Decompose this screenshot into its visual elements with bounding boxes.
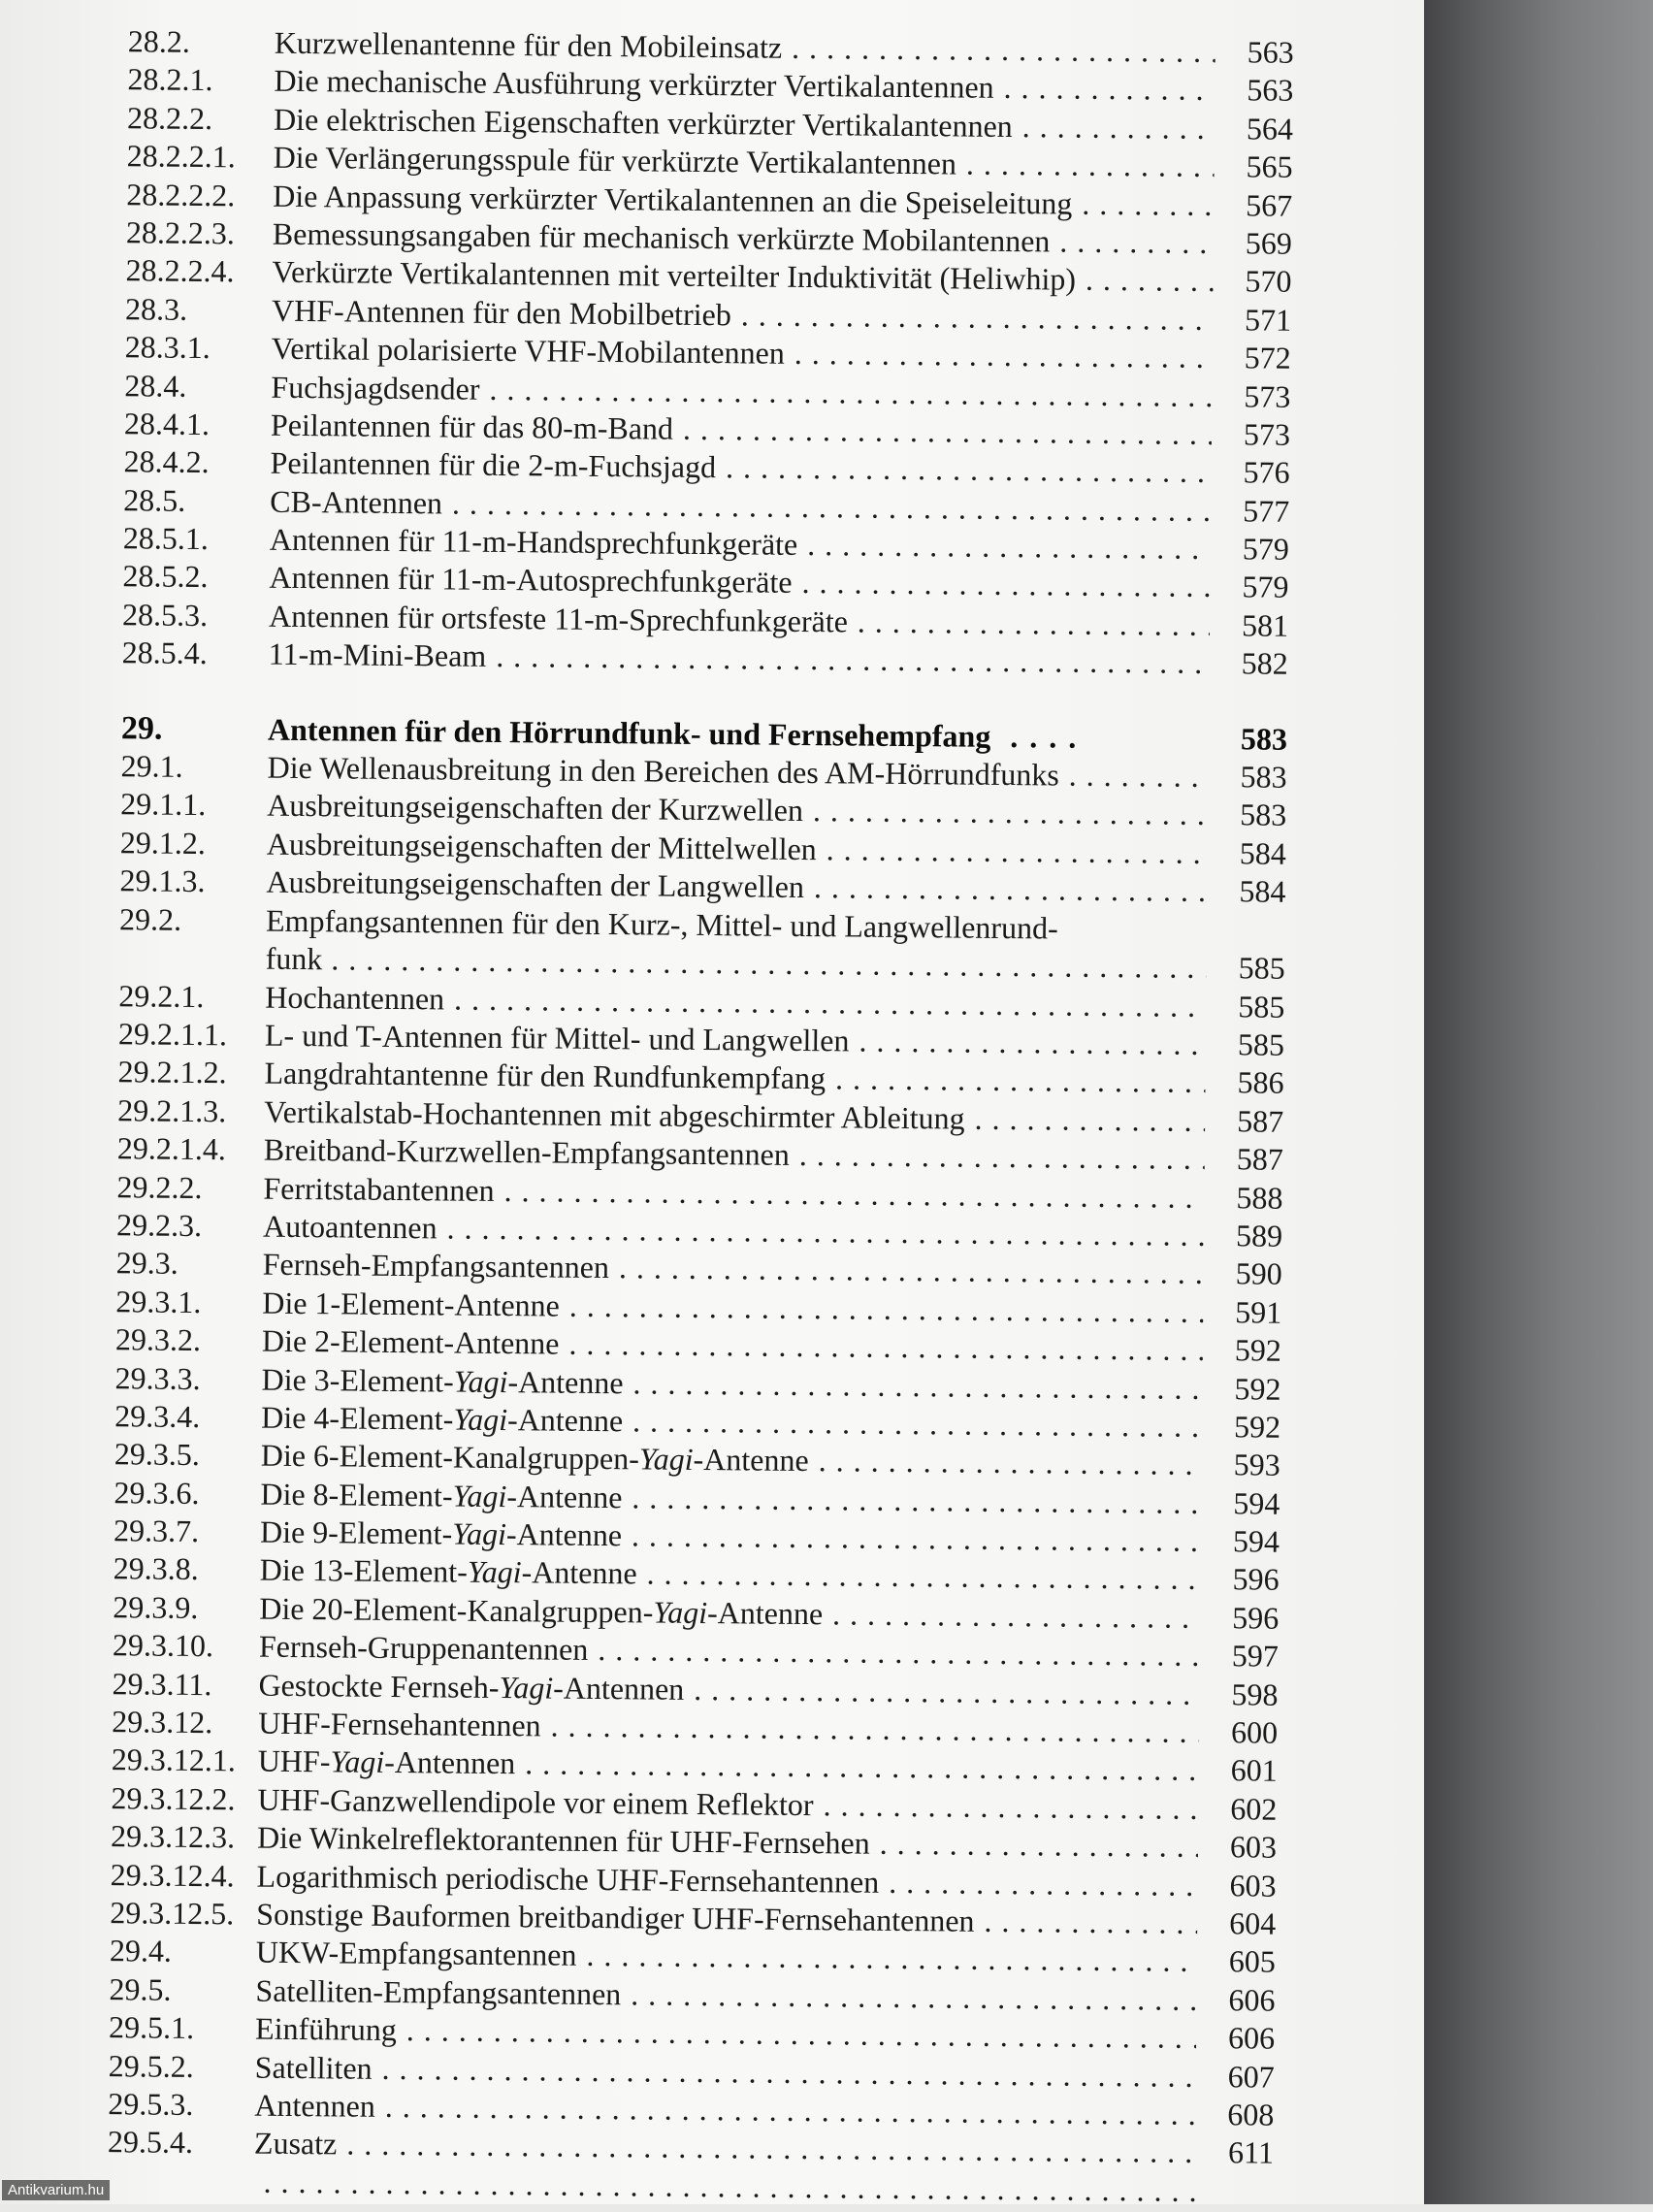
page-number: 583 — [1240, 759, 1287, 795]
section-number: 29.2.1. — [118, 977, 205, 1014]
section-number: 29.2.1.3. — [117, 1091, 227, 1129]
section-title: VHF-Antennen für den Mobilbetrieb . . . — [272, 291, 1213, 338]
section-number: 29.5.2. — [108, 2047, 194, 2084]
watermark: Antikvarium.hu — [2, 2180, 110, 2200]
page-number: 601 — [1230, 1752, 1278, 1789]
page-number: 587 — [1236, 1141, 1283, 1177]
section-title: CB-Antennen . . . — [270, 482, 1211, 529]
page-number: 606 — [1228, 1982, 1276, 2018]
section-title: Verkürzte Vertikalantennen mit verteilter Induktivität (Heliwhip) . . . — [272, 253, 1213, 300]
section-title: Die Anpassung verkürzter Vertikalantennen an die Speiseleitung . . . — [273, 177, 1214, 223]
chapter-number: 29. — [120, 709, 163, 747]
page-number: 604 — [1229, 1905, 1277, 1941]
page-number: 607 — [1227, 2058, 1275, 2095]
section-title: Peilantennen für das 80-m-Band . . . — [271, 407, 1212, 453]
page-number: 569 — [1245, 225, 1293, 261]
page-number: 563 — [1247, 34, 1294, 70]
section-number: 29.3.1. — [115, 1283, 202, 1319]
section-title: Antennen für 11-m-Handsprechfunkgeräte . . . — [270, 521, 1211, 568]
section-title: Die 4-Element-Yagi-Antenne . . . — [261, 1399, 1202, 1446]
section-number: 29.3.12.1. — [111, 1741, 236, 1778]
section-number: 29.3.12.5. — [110, 1895, 235, 1932]
page-number: 590 — [1235, 1255, 1282, 1292]
section-number: 28.2.2.1. — [126, 138, 236, 175]
section-title-continuation: funk . . . — [266, 940, 1207, 987]
section-number: 28.2. — [127, 23, 190, 59]
page-number: 594 — [1233, 1484, 1280, 1521]
page-number: 588 — [1236, 1179, 1283, 1216]
section-number: 29.3.12.2. — [111, 1779, 236, 1817]
section-number: 29.1. — [120, 748, 183, 784]
section-number: 29.3.9. — [113, 1589, 199, 1625]
page-number: 597 — [1231, 1638, 1280, 1674]
section-title: Empfangsantennen für den Kurz-, Mittel- und Langwellenrund- — [265, 902, 1058, 946]
page-number: 564 — [1246, 111, 1294, 146]
section-number: 28.2.2.3. — [125, 214, 236, 251]
section-title: Die 9-Element-Yagi-Antenne . . . — [260, 1513, 1201, 1560]
page-number: 570 — [1245, 263, 1292, 300]
page-number: 572 — [1244, 340, 1291, 375]
section-number: 29.2. — [118, 900, 182, 937]
page-number: 586 — [1237, 1064, 1284, 1101]
section-number: 29.5.3. — [108, 2086, 194, 2122]
section-number: 28.5. — [123, 481, 186, 518]
section-title: Satelliten . . . — [255, 2048, 1196, 2095]
section-number: 29.3.11. — [112, 1665, 212, 1702]
section-title: Gestockte Fernseh-Yagi-Antennen . . . — [258, 1666, 1199, 1712]
section-number: 29.3.12.3. — [110, 1818, 236, 1855]
page-number: 573 — [1244, 377, 1291, 414]
section-number: 29.3.12.4. — [110, 1856, 235, 1893]
page-number: 606 — [1227, 2020, 1276, 2056]
section-number: 29.3.12. — [112, 1704, 213, 1740]
section-number: 29.3.2. — [114, 1321, 202, 1358]
section-title: Sonstige Bauformen breitbandiger UHF-Fernsehantennen . . . — [256, 1896, 1197, 1942]
page-number: 598 — [1231, 1675, 1279, 1712]
section-title: Fuchsjagdsender . . . — [271, 368, 1212, 414]
toc-entry — [0, 899, 1415, 990]
section-number: 28.4.1. — [123, 406, 211, 441]
page-number: 591 — [1235, 1294, 1282, 1330]
section-title: L- und T-Antennen für Mittel- und Langwellen . . . — [265, 1017, 1206, 1063]
section-title: Hochantennen . . . — [265, 978, 1206, 1025]
section-title: Die mechanische Ausführung verkürzter Vertikalantennen . . . — [274, 62, 1215, 109]
section-title: Die 6-Element-Kanalgruppen-Yagi-Antenne . . . — [261, 1437, 1202, 1483]
section-number: 29.5. — [109, 1970, 172, 2007]
section-title: Breitband-Kurzwellen-Empfangsantennen . . . — [264, 1131, 1205, 1178]
section-number: 28.3.1. — [124, 329, 211, 366]
page-number: 605 — [1228, 1943, 1277, 1980]
section-number: 28.5.2. — [122, 558, 209, 595]
section-number: 28.2.1. — [127, 61, 213, 98]
section-number: 29.1.1. — [120, 786, 207, 823]
section-number: 29.1.3. — [119, 862, 206, 899]
section-title: Die 2-Element-Antenne . . . — [262, 1322, 1203, 1369]
section-title: Antennen . . . — [254, 2087, 1195, 2133]
page-number: 563 — [1247, 72, 1294, 109]
section-title: UKW-Empfangsantennen . . . — [256, 1934, 1197, 1980]
section-number: 29.3.8. — [113, 1550, 199, 1587]
section-title: UHF-Yagi-Antennen . . . — [258, 1742, 1199, 1789]
section-number: 29.2.1.1. — [117, 1016, 228, 1053]
section-number: 28.2.2.4. — [125, 252, 235, 289]
section-title: Satelliten-Empfangsantennen . . . — [255, 1971, 1196, 2018]
section-title: Die Verlängerungsspule für verkürzte Vertikalantennen . . . — [273, 139, 1214, 185]
page-number: 579 — [1242, 569, 1289, 605]
section-number: 28.5.1. — [122, 520, 210, 557]
section-number: 29.3.5. — [113, 1436, 201, 1473]
page-number: 576 — [1243, 454, 1290, 491]
page-number: 583 — [1240, 797, 1287, 833]
page-number: 589 — [1235, 1218, 1283, 1253]
section-number: 29.5.4. — [107, 2124, 194, 2161]
section-title: Die elektrischen Eigenschaften verkürzter Vertikalantennen . . . — [274, 100, 1215, 146]
section-title: Ausbreitungseigenschaften der Mittelwellen . . . — [267, 825, 1208, 871]
section-number: 29.3.3. — [114, 1359, 201, 1396]
section-title: Die 1-Element-Antenne . . . — [262, 1284, 1203, 1330]
section-number: 29.2.1.2. — [117, 1054, 227, 1090]
section-number: 29.4. — [109, 1933, 173, 1969]
section-title: Autoantennen . . . — [263, 1208, 1204, 1254]
section-title: Fernseh-Gruppenantennen . . . — [259, 1628, 1200, 1675]
section-title: Langdrahtantenne für den Rundfunkempfang . . . — [264, 1055, 1205, 1101]
section-number: 29.3.10. — [112, 1627, 214, 1664]
section-title: Zusatz . . . — [254, 2125, 1195, 2171]
section-number: 29.1.2. — [119, 825, 207, 861]
page-number: 608 — [1227, 2097, 1275, 2132]
section-title: Vertikalstab-Hochantennen mit abgeschirmter Ableitung . . . — [264, 1092, 1205, 1139]
section-number: 29.2.2. — [116, 1168, 203, 1205]
page-number: 584 — [1239, 873, 1286, 909]
section-number: 29.3. — [115, 1245, 178, 1282]
section-title: Die 13-Element-Yagi-Antenne . . . — [259, 1551, 1200, 1598]
page-number: 573 — [1243, 416, 1291, 452]
section-title: Antennen für 11-m-Autosprechfunkgeräte . . . — [269, 559, 1210, 605]
section-number: 28.3. — [124, 290, 188, 327]
page-number: 594 — [1232, 1523, 1280, 1559]
page-number: 581 — [1241, 607, 1289, 643]
page-number: 571 — [1244, 302, 1292, 338]
section-number: 29.3.7. — [113, 1513, 200, 1549]
section-number: 29.5.1. — [108, 2009, 195, 2046]
chapter-title: Antennen für den Hörrundfunk- und Fernsehempfang . . . . — [268, 710, 1209, 757]
section-title: Ferritstabantennen . . . — [263, 1169, 1204, 1216]
page-number: 600 — [1230, 1714, 1279, 1750]
page-number: 596 — [1232, 1561, 1280, 1598]
section-title: Antennen für ortsfeste 11-m-Sprechfunkgeräte . . . — [269, 598, 1210, 644]
page-number: 579 — [1242, 531, 1290, 567]
section-title: Ausbreitungseigenschaften der Langwellen . . . — [266, 863, 1207, 910]
page-number: 565 — [1246, 148, 1293, 184]
section-title: UHF-Ganzwellendipole vor einem Reflektor . . . — [257, 1780, 1198, 1827]
section-title: Die 8-Element-Yagi-Antenne . . . — [260, 1475, 1201, 1521]
page-number: 585 — [1237, 1026, 1285, 1062]
section-title: Vertikal polarisierte VHF-Mobilantennen . . . — [272, 330, 1213, 376]
section-number: 29.2.3. — [115, 1207, 203, 1243]
section-number: 29.3.6. — [113, 1474, 200, 1511]
page-number: 603 — [1229, 1867, 1277, 1903]
page-number: 583 — [1240, 720, 1288, 757]
page-number: 585 — [1238, 950, 1285, 986]
section-title: Bemessungsangaben für mechanisch verkürzte Mobilantennen . . . — [273, 215, 1214, 262]
section-title: Die 20-Element-Kanalgruppen-Yagi-Antenne . . . — [259, 1589, 1200, 1636]
page-number: 587 — [1237, 1103, 1284, 1139]
section-title: Logarithmisch periodische UHF-Fernsehantennen . . . — [256, 1857, 1197, 1903]
page-number: 592 — [1234, 1332, 1282, 1368]
section-number: 29.2.1.4. — [116, 1130, 227, 1167]
section-number: 28.2.2. — [126, 100, 213, 136]
section-title: Fernseh-Empfangsantennen . . . — [263, 1246, 1204, 1292]
page-number: 567 — [1246, 186, 1293, 223]
page-edge-shadow — [1424, 0, 1653, 2204]
section-title: UHF-Fernsehantennen . . . — [258, 1705, 1199, 1751]
page-number: 582 — [1241, 645, 1288, 682]
section-number: 28.5.4. — [121, 634, 208, 671]
page-number: 603 — [1229, 1829, 1278, 1865]
page-number: 577 — [1243, 493, 1290, 529]
page-number: 592 — [1234, 1370, 1281, 1407]
page-number: 611 — [1227, 2134, 1275, 2171]
section-title: Einführung . . . — [255, 2010, 1196, 2057]
section-title: Die 3-Element-Yagi-Antenne . . . — [261, 1360, 1202, 1407]
page-number: 602 — [1230, 1791, 1278, 1827]
table-of-contents — [0, 21, 1424, 2212]
page-number: 593 — [1233, 1447, 1280, 1483]
section-number: 29.3.4. — [114, 1398, 201, 1434]
page-number: 596 — [1232, 1600, 1280, 1636]
section-title: Ausbreitungseigenschaften der Kurzwellen . . . — [267, 787, 1208, 833]
section-number: 28.4.2. — [123, 443, 210, 480]
page-number — [1204, 2172, 1274, 2173]
section-title: 11-m-Mini-Beam . . . — [269, 635, 1210, 682]
page-number: 584 — [1239, 835, 1287, 871]
section-number: 28.5.3. — [121, 597, 209, 633]
page-number: 592 — [1233, 1409, 1281, 1445]
section-title: Die Winkelreflektorantennen für UHF-Fernsehen . . . — [257, 1819, 1198, 1866]
section-title: Kurzwellenantenne für den Mobileinsatz . . . — [275, 24, 1215, 71]
section-number: 28.2.2.2. — [126, 176, 236, 212]
section-title: Peilantennen für die 2-m-Fuchsjagd . . . — [270, 444, 1211, 491]
section-title: Die Wellenausbreitung in den Bereichen des AM-Hörrundfunks . . . — [267, 749, 1208, 796]
section-number: 28.4. — [124, 367, 187, 404]
page-number: 585 — [1238, 988, 1285, 1025]
